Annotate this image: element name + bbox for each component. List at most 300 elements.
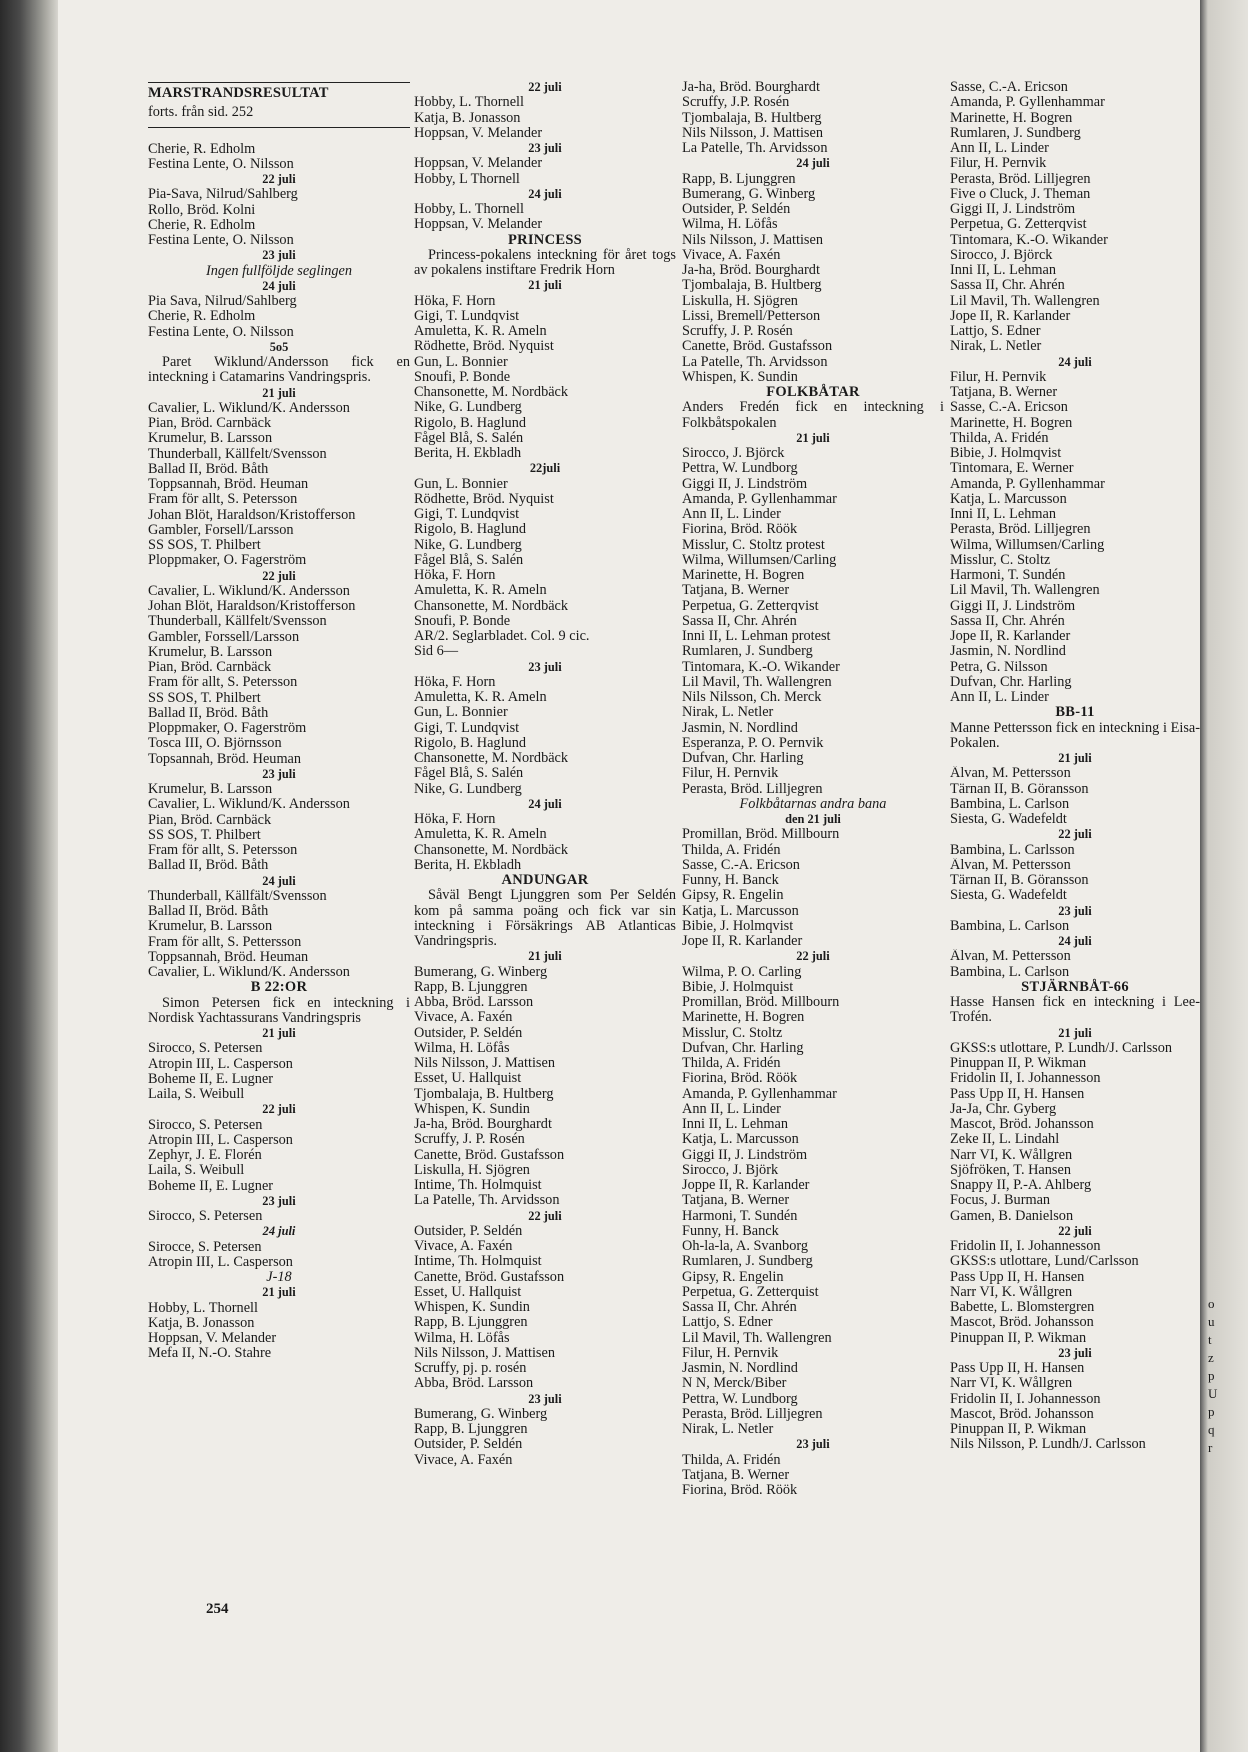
result-entry: Whispen, K. Sundin [682, 369, 798, 385]
result-entry: Sassa II, Chr. Ahrén [682, 1300, 797, 1315]
date-heading: 21 juli [262, 1285, 296, 1300]
result-entry: Wilma, H. Löfås [682, 217, 778, 233]
result-entry: Rollo, Bröd. Kolni [148, 202, 256, 218]
result-entry: Höka, F. Horn [414, 568, 496, 583]
next-page-text-fragment: U [1208, 1386, 1218, 1401]
result-entry: Hoppsan, V. Melander [414, 125, 543, 141]
result-entry: Festina Lente, O. Nilsson [148, 324, 294, 340]
result-entry: SS SOS, T. Philbert [148, 827, 261, 843]
column-body [148, 142, 410, 1362]
next-page-text-fragment: o [1208, 1296, 1215, 1311]
class-heading: BB-11 [1055, 704, 1095, 721]
result-entry: Cherie, R. Edholm [148, 309, 256, 325]
result-entry: Nils Nilsson, J. Mattisen [414, 1056, 555, 1071]
result-entry: Sasse, C.-A. Ericson [950, 400, 1068, 416]
date-heading: 22 juli [528, 80, 562, 94]
result-entry: Älvan, M. Pettersson [950, 949, 1071, 965]
result-entry: Wilma, Willumsen/Carling [950, 537, 1105, 553]
date-heading: 24 juli [1058, 934, 1092, 948]
result-entry: Amanda, P. Gyllenhammar [682, 491, 837, 507]
result-entry: Fram för allt, S. Petersson [148, 492, 298, 508]
column-body [682, 80, 944, 1498]
date-heading: 23 juli [528, 1391, 562, 1406]
result-entry: Jasmin, N. Nordlind [950, 644, 1066, 660]
result-entry: Marinette, H. Bogren [950, 110, 1073, 126]
result-entry: Sirocco, S. Petersen [148, 1209, 263, 1224]
next-page-text-fragment: u [1208, 1314, 1215, 1329]
result-entry: Bambina, L. Carlsson [950, 842, 1075, 858]
result-entry: Tatjana, B. Werner [682, 1467, 790, 1483]
result-entry: Liskulla, H. Sjögren [414, 1162, 530, 1178]
result-entry: Lil Mavil, Th. Wallengren [950, 293, 1100, 309]
date-heading: 22 juli [1058, 827, 1092, 842]
result-entry: Atropin III, L. Casperson [148, 1132, 293, 1148]
date-heading: 23 juli [262, 248, 296, 263]
result-entry: Pettra, W. Lundborg [682, 461, 798, 477]
class-heading: FOLKBÅTAR [766, 384, 860, 400]
result-entry: Scruffy, J. P. Rosén [682, 324, 793, 339]
date-heading: 22 juli [262, 568, 296, 583]
result-entry: Ploppmaker, O. Fagerström [148, 553, 307, 569]
result-entry: Toppsannah, Bröd. Heuman [148, 477, 309, 492]
result-entry: Hasse Hansen fick en inteckning i Lee-Trofén. [950, 994, 1200, 1026]
result-entry: Jope II, R. Karlander [950, 629, 1071, 644]
result-entry: Harmoni, T. Sundén [950, 568, 1066, 583]
result-entry: Ja-Ja, Chr. Gyberg [950, 1101, 1057, 1117]
result-entry: Amanda, P. Gyllenhammar [682, 1086, 837, 1102]
result-entry: Tatjana, B. Werner [950, 385, 1058, 400]
result-entry: Fiorina, Bröd. Röök [682, 522, 798, 538]
result-entry: Mefa II, N.-O. Stahre [148, 1346, 272, 1362]
result-entry: Bibie, J. Holmquist [682, 979, 794, 995]
result-entry: Tintomara, E. Werner [950, 461, 1074, 477]
result-entry: Laila, S. Weibull [148, 1087, 245, 1102]
result-entry: Thunderball, Källfält/Svensson [148, 887, 327, 904]
result-entry: Giggi II, J. Lindström [682, 476, 808, 492]
result-entry: Thilda, A. Fridén [950, 430, 1049, 446]
result-entry: Giggi II, J. Lindström [950, 598, 1076, 614]
book-page [58, 0, 1200, 1752]
result-entry: Hoppsan, V. Melander [414, 156, 543, 172]
result-entry: Canette, Bröd. Gustafsson [682, 339, 833, 355]
next-page-text-fragment: t [1208, 1332, 1212, 1347]
result-entry: Fram för allt, S. Petersson [148, 843, 298, 858]
result-entry: Krumelur, B. Larsson [148, 782, 273, 797]
result-entry: Oh-la-la, A. Svanborg [682, 1239, 809, 1254]
result-entry: Ann II, L. Linder [950, 141, 1049, 156]
result-entry: Outsider, P. Seldén [414, 1223, 523, 1239]
result-entry: Perasta, Bröd. Lilljegren [950, 522, 1091, 538]
result-entry: Mascot, Bröd. Johansson [950, 1315, 1094, 1331]
result-entry: Wilma, P. O. Carling [682, 964, 802, 980]
result-entry: Perasta, Bröd. Lilljegren [950, 171, 1091, 187]
book-spine [0, 0, 58, 1752]
result-entry: Scruffy, pj. p. rosén [414, 1361, 527, 1376]
result-entry: Fågel Blå, S. Salén [414, 766, 524, 782]
result-entry: Gipsy, R. Engelin [682, 1269, 784, 1285]
result-entry: Intime, Th. Holmquist [414, 1254, 542, 1270]
result-entry: Katja, B. Jonasson [414, 110, 521, 126]
result-entry: Rigolo, B. Haglund [414, 522, 526, 538]
result-entry: Gun, L. Bonnier [414, 354, 508, 370]
class-heading: STJÄRNBÅT-66 [1021, 978, 1129, 995]
result-entry: Lattjo, S. Edner [950, 324, 1041, 339]
result-entry: Cavalier, L. Wiklund/K. Andersson [148, 399, 350, 416]
result-entry: Misslur, C. Stoltz [682, 1025, 783, 1041]
result-entry: SS SOS, T. Philbert [148, 690, 261, 706]
class-heading: PRINCESS [507, 231, 583, 248]
result-entry: Lil Mavil, Th. Wallengren [682, 674, 832, 690]
result-entry: Vivace, A. Faxén [682, 247, 781, 263]
result-entry: Katja, B. Jonasson [148, 1315, 255, 1331]
date-heading: 21 juli [1058, 751, 1092, 765]
result-entry: Atropin III, L. Casperson [148, 1254, 293, 1270]
result-entry: Hobby, L. Thornell [148, 1300, 258, 1316]
result-entry: Inni II, L. Lehman [950, 263, 1056, 278]
result-entry: Promillan, Bröd. Millbourn [682, 827, 840, 843]
result-entry: Sasse, C.-A. Ericson [950, 80, 1068, 95]
date-heading: 21 juli [1058, 1025, 1092, 1040]
italic-note: J-18 [266, 1269, 292, 1285]
result-entry: Harmoni, T. Sundén [682, 1208, 798, 1224]
result-entry: Funny, H. Banck [682, 1223, 779, 1239]
result-entry: Katja, L. Marcusson [950, 491, 1067, 507]
date-heading: 22 juli [796, 949, 830, 964]
result-entry: Rigolo, B. Haglund [414, 415, 526, 431]
column-body [414, 80, 676, 1468]
result-entry: Pian, Bröd. Carnbäck [148, 416, 272, 431]
result-entry: Bibie, J. Holmqvist [682, 918, 794, 934]
date-heading: 24 juli [528, 186, 562, 201]
result-entry: Sasse, C.-A. Ericson [682, 857, 800, 873]
result-entry: Pia-Sava, Nilrud/Sahlberg [148, 187, 298, 203]
date-heading: 5o5 [269, 339, 289, 354]
result-entry: Filur, H. Pernvik [950, 369, 1047, 385]
result-entry: Whispen, K. Sundin [414, 1300, 530, 1315]
date-heading: 24 juli [1058, 354, 1092, 369]
italic-note: Folkbåtarnas andra bana [739, 795, 887, 812]
result-entry: Fridolin II, I. Johannesson [950, 1071, 1101, 1087]
result-entry: Rödhette, Bröd. Nyquist [414, 339, 554, 355]
date-heading: 23 juli [528, 141, 562, 155]
result-entry: Outsider, P. Seldén [414, 1437, 523, 1453]
next-page-edge [1200, 0, 1248, 1752]
result-entry: Älvan, M. Pettersson [950, 857, 1071, 873]
next-page-text-fragment: r [1208, 1440, 1213, 1455]
result-entry: Ballad II, Bröd. Båth [148, 858, 269, 874]
result-entry: Dufvan, Chr. Harling [682, 1040, 804, 1056]
result-entry: Fågel Blå, S. Salén [414, 430, 524, 446]
result-entry: Anders Fredén fick en inteckning i Folkbåtspokalen [682, 399, 944, 431]
result-entry: Rigolo, B. Haglund [414, 735, 526, 751]
result-entry: Lil Mavil, Th. Wallengren [950, 583, 1100, 599]
result-entry: Wilma, H. Löfås [414, 1040, 510, 1056]
result-entry: Pinuppan II, P. Wikman [950, 1330, 1087, 1346]
page-number: 254 [206, 1601, 229, 1617]
result-entry: Hobby, L. Thornell [414, 95, 524, 111]
result-entry: Fiorina, Bröd. Röök [682, 1483, 798, 1498]
result-entry: Manne Pettersson fick en inteckning i Eisa-Pokalen. [950, 719, 1200, 751]
next-page-text-fragment: q [1208, 1422, 1215, 1437]
result-entry: Amuletta, K. R. Ameln [414, 583, 547, 599]
result-entry: Rapp, B. Ljunggren [414, 979, 528, 995]
result-entry: Sirocco, S. Petersen [148, 1041, 263, 1057]
result-entry: Scruffy, J.P. Rosén [682, 95, 790, 111]
result-entry: Jasmin, N. Nordlind [682, 720, 798, 736]
result-entry: Gigi, T. Lundqvist [414, 720, 520, 736]
result-entry: Katja, L. Marcusson [682, 1132, 799, 1148]
result-entry: Johan Blöt, Haraldson/Kristofferson [148, 506, 356, 523]
result-entry: Esset, U. Hallquist [414, 1284, 522, 1300]
result-entry: Ballad II, Bröd. Båth [148, 705, 269, 721]
result-entry: Pia Sava, Nilrud/Sahlberg [148, 294, 297, 309]
result-entry: Pinuppan II, P. Wikman [950, 1056, 1087, 1071]
result-entry: Boheme II, E. Lugner [148, 1178, 274, 1194]
result-entry: Tatjana, B. Werner [682, 1193, 790, 1209]
header-rule-bottom [148, 127, 410, 128]
result-entry: Ann II, L. Linder [682, 507, 781, 522]
result-entry: Amuletta, K. R. Ameln [414, 827, 547, 843]
result-entry: Fram för allt, S. Pettersson [148, 934, 302, 950]
result-entry: Cavalier, L. Wiklund/K. Andersson [148, 964, 350, 980]
result-entry: Ploppmaker, O. Fagerström [148, 721, 307, 736]
result-entry: Zephyr, J. E. Florén [148, 1148, 262, 1163]
award-paragraph: Princess-pokalens inteckning för året togs av pokalens instiftare Fredrik Horn [414, 246, 676, 278]
award-paragraph: Såväl Bengt Ljunggren som Per Seldén kom på samma poäng och fick var sin inteckning i Försäkrings AB Atlanticas Vandringspris. [414, 887, 676, 949]
result-entry: Nils Nilsson, J. Mattisen [682, 232, 823, 248]
date-heading: 21 juli [528, 949, 562, 964]
result-entry: Narr VI, K. Wållgren [950, 1147, 1073, 1163]
date-heading: 22 juli [528, 1208, 562, 1223]
result-entry: Marinette, H. Bogren [682, 1010, 805, 1026]
result-entry: Bambina, L. Carlson [950, 918, 1070, 934]
award-paragraph: Simon Petersen fick en inteckning i Nordisk Yachtassurans Vandringspris [148, 994, 410, 1026]
results-column-1 [148, 80, 410, 1362]
result-entry: Topsannah, Bröd. Heuman [148, 751, 302, 767]
result-entry: Lil Mavil, Th. Wallengren [682, 1330, 832, 1346]
result-entry: Inni II, L. Lehman [682, 1117, 788, 1132]
result-entry: Esperanza, P. O. Pernvik [682, 735, 824, 751]
class-heading: B 22:OR [250, 979, 308, 996]
result-entry: Focus, J. Burman [950, 1193, 1051, 1209]
result-entry: Thunderball, Källfelt/Svensson [148, 446, 327, 462]
result-entry: Cavalier, L. Wiklund/K. Andersson [148, 582, 350, 599]
result-entry: Sirocco, S. Petersen [148, 1117, 263, 1133]
result-entry: La Patelle, Th. Arvidsson [682, 141, 828, 156]
result-entry: Scruffy, J. P. Rosén [414, 1132, 525, 1148]
result-entry: Hobby, L. Thornell [414, 202, 524, 217]
date-heading: 23 juli [1058, 1345, 1092, 1360]
result-entry: Höka, F. Horn [414, 812, 496, 827]
result-entry: Tintomara, K.-O. Wikander [682, 659, 840, 675]
result-entry: Whispen, K. Sundin [414, 1101, 530, 1117]
result-entry: La Patelle, Th. Arvidsson [682, 354, 828, 370]
result-entry: Ann II, L. Linder [950, 690, 1049, 705]
date-heading: 22 juli [262, 1102, 296, 1117]
result-entry: Gipsy, R. Engelin [682, 888, 784, 904]
date-heading: 21 juli [528, 278, 562, 293]
result-entry: Snappy II, P.-A. Ahlberg [950, 1178, 1092, 1193]
result-entry: Vivace, A. Faxén [414, 1010, 513, 1026]
result-entry: Babette, L. Blomstergren [950, 1300, 1095, 1315]
result-entry: Rumlaren, J. Sundberg [682, 644, 813, 660]
date-heading: 23 juli [796, 1437, 830, 1452]
result-entry: Ja-ha, Bröd. Bourghardt [682, 80, 820, 95]
result-entry: Krumelur, B. Larsson [148, 644, 273, 660]
result-entry: Vivace, A. Faxén [414, 1452, 513, 1468]
date-heading: 21 juli [262, 1026, 296, 1040]
date-heading: 23 juli [262, 1193, 296, 1208]
result-entry: Johan Blöt, Haraldson/Kristofferson [148, 598, 356, 614]
result-entry: Chansonette, M. Nordbäck [414, 598, 569, 614]
date-heading: 21 juli [262, 385, 296, 400]
result-entry: Amuletta, K. R. Ameln [414, 324, 547, 339]
result-entry: Sjöfröken, T. Hansen [950, 1162, 1071, 1178]
date-heading: den 21 juli [785, 812, 841, 826]
result-entry: Tjombalaja, B. Hultberg [682, 110, 822, 126]
result-entry: Tärnan II, B. Göransson [950, 873, 1089, 888]
result-entry: Bumerang, G. Winberg [414, 964, 548, 980]
result-entry: Filur, H. Pernvik [950, 156, 1047, 172]
result-entry: Sassa II, Chr. Ahrén [950, 613, 1065, 629]
result-entry: Petra, G. Nilsson [950, 659, 1048, 675]
result-entry: Festina Lente, O. Nilsson [148, 233, 294, 248]
date-heading: 22 juli [262, 172, 296, 186]
result-entry: Canette, Bröd. Gustafsson [414, 1269, 565, 1285]
result-entry: Jope II, R. Karlander [950, 308, 1071, 324]
result-entry: Hoppsan, V. Melander [148, 1331, 277, 1346]
result-entry: Siesta, G. Wadefeldt [950, 812, 1067, 827]
result-entry: Jasmin, N. Nordlind [682, 1361, 798, 1376]
result-entry: La Patelle, Th. Arvidsson [414, 1193, 560, 1209]
result-entry: Amanda, P. Gyllenhammar [950, 476, 1105, 492]
result-entry: Perpetua, G. Zetterqvist [950, 217, 1087, 233]
result-entry: Rumlaren, J. Sundberg [950, 125, 1081, 141]
result-entry: Gigi, T. Lundqvist [414, 308, 520, 324]
result-entry: Höka, F. Horn [414, 293, 496, 309]
result-entry: Ja-ha, Bröd. Bourghardt [682, 263, 820, 278]
result-entry: Krumelur, B. Larsson [148, 431, 273, 447]
result-entry: AR/2. Seglarbladet. Col. 9 cic. [414, 629, 590, 644]
result-entry: Narr VI, K. Wållgren [950, 1284, 1073, 1300]
result-entry: Fridolin II, I. Johannesson [950, 1239, 1101, 1254]
result-entry: Esset, U. Hallquist [414, 1071, 522, 1087]
result-entry: Nike, G. Lundberg [414, 400, 522, 416]
result-entry: Gun, L. Bonnier [414, 705, 508, 721]
result-entry: Tatjana, B. Werner [682, 583, 790, 599]
result-entry: Höka, F. Horn [414, 674, 496, 690]
result-entry: Gun, L. Bonnier [414, 476, 508, 492]
result-entry: Joppe II, R. Karlander [682, 1178, 810, 1193]
result-entry: Dufvan, Chr. Harling [950, 674, 1072, 690]
result-entry: Boheme II, E. Lugner [148, 1071, 274, 1087]
result-entry: Nirak, L. Netler [682, 1422, 774, 1437]
result-entry: Festina Lente, O. Nilsson [148, 156, 294, 172]
result-entry: Giggi II, J. Lindström [682, 1147, 808, 1163]
result-entry: Sirocco, J. Björck [950, 247, 1053, 263]
result-entry: Perpetua, G. Zetterquist [682, 1284, 819, 1300]
result-entry: Perpetua, G. Zetterqvist [682, 598, 819, 614]
date-heading: 21 juli [796, 430, 830, 445]
result-entry: Nirak, L. Netler [682, 705, 774, 721]
result-entry: Giggi II, J. Lindström [950, 202, 1076, 217]
result-entry: Pian, Bröd. Carnbäck [148, 660, 272, 675]
result-entry: Rapp, B. Ljunggren [414, 1315, 528, 1331]
result-entry: Abba, Bröd. Larsson [414, 995, 534, 1010]
result-entry: Rumlaren, J. Sundberg [682, 1254, 813, 1270]
result-entry: Promillan, Bröd. Millbourn [682, 995, 840, 1010]
result-entry: Ballad II, Bröd. Båth [148, 461, 269, 477]
result-entry: Inni II, L. Lehman protest [682, 629, 831, 644]
result-entry: Five o Cluck, J. Theman [950, 186, 1091, 202]
result-entry: Ballad II, Bröd. Båth [148, 904, 269, 919]
result-entry: Berita, H. Ekbladh [414, 446, 522, 461]
result-entry: Cherie, R. Edholm [148, 217, 256, 233]
result-entry: Tosca III, O. Björnsson [148, 736, 282, 752]
result-entry: Cavalier, L. Wiklund/K. Andersson [148, 796, 350, 813]
result-entry: Laila, S. Weibull [148, 1163, 245, 1179]
result-entry: Canette, Bröd. Gustafsson [414, 1147, 565, 1163]
next-page-text-fragment: p [1208, 1404, 1215, 1419]
result-entry: Nils Nilsson, Ch. Merck [682, 690, 822, 705]
result-entry: Berita, H. Ekbladh [414, 857, 522, 873]
result-entry: Thilda, A. Fridén [682, 1452, 781, 1468]
result-entry: Nike, G. Lundberg [414, 781, 522, 797]
result-entry: Rapp, B. Ljunggren [682, 171, 796, 187]
result-entry: Sirocce, S. Petersen [148, 1239, 262, 1255]
result-entry: N N, Merck/Biber [682, 1376, 787, 1392]
result-entry: Cherie, R. Edholm [148, 141, 256, 157]
result-entry: Lissi, Bremell/Petterson [682, 308, 821, 324]
date-heading: 24 juli [262, 278, 296, 293]
result-entry: Outsider, P. Seldén [414, 1025, 523, 1041]
result-entry: Zeke II, L. Lindahl [950, 1132, 1060, 1148]
date-heading: 24 juli [796, 156, 830, 171]
date-heading: 23 juli [528, 659, 562, 674]
result-entry: Tjombalaja, B. Hultberg [682, 278, 822, 294]
result-entry: Vivace, A. Faxén [414, 1239, 513, 1254]
date-heading: 24 juli [528, 796, 562, 811]
date-heading: 23 juli [262, 766, 296, 781]
result-entry: Rödhette, Bröd. Nyquist [414, 491, 554, 507]
class-heading: ANDUNGAR [501, 872, 589, 888]
result-entry: Gigi, T. Lundqvist [414, 507, 520, 522]
result-entry: Inni II, L. Lehman [950, 507, 1056, 522]
result-entry: Amanda, P. Gyllenhammar [950, 95, 1105, 111]
date-heading: 24 juli [262, 1224, 296, 1239]
result-entry: Jope II, R. Karlander [682, 934, 803, 949]
result-entry: Tintomara, K.-O. Wikander [950, 232, 1108, 248]
result-entry: Thunderball, Källfelt/Svensson [148, 614, 327, 630]
result-entry: Intime, Th. Holmquist [414, 1178, 542, 1193]
result-entry: Wilma, H. Löfås [414, 1330, 510, 1346]
result-entry: Snoufi, P. Bonde [414, 613, 511, 629]
result-entry: Thilda, A. Fridén [682, 1056, 781, 1071]
result-entry: Perasta, Bröd. Lilljegren [682, 1406, 823, 1422]
result-entry: Snoufi, P. Bonde [414, 369, 511, 385]
result-entry: Lattjo, S. Edner [682, 1315, 773, 1331]
result-entry: Narr VI, K. Wållgren [950, 1376, 1073, 1392]
result-entry: Pass Upp II, H. Hansen [950, 1269, 1085, 1285]
result-entry: Filur, H. Pernvik [682, 766, 779, 782]
result-entry: Krumelur, B. Larsson [148, 919, 273, 935]
result-entry: Tjombalaja, B. Hultberg [414, 1086, 554, 1102]
result-entry: Outsider, P. Seldén [682, 202, 791, 217]
result-entry: Mascot, Bröd. Johansson [950, 1117, 1094, 1132]
result-entry: Pian, Bröd. Carnbäck [148, 812, 272, 828]
result-entry: Filur, H. Pernvik [682, 1345, 779, 1361]
result-entry: Siesta, G. Wadefeldt [950, 888, 1067, 904]
